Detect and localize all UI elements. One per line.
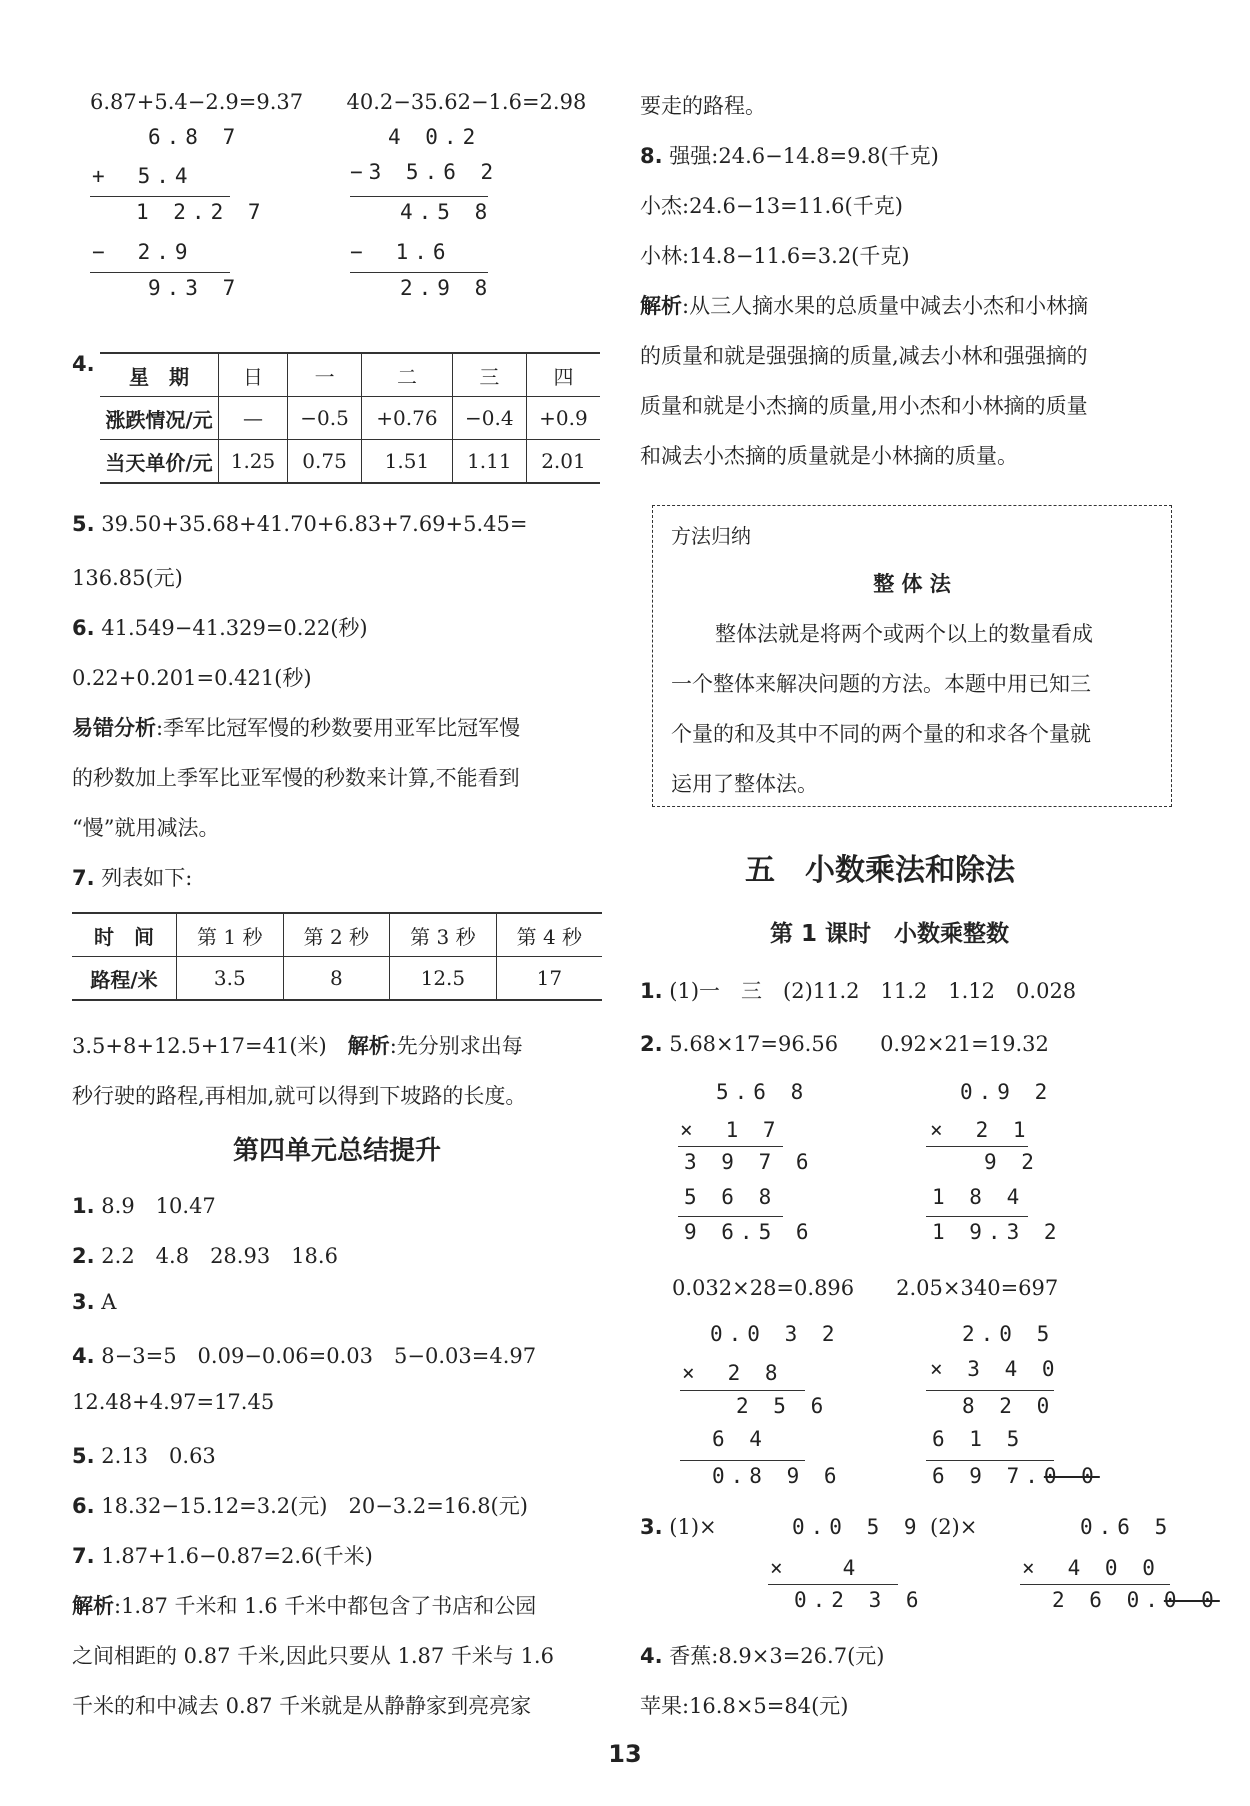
method-summary-box [652,505,1172,807]
method-box-subtitle: 整 体 法 [873,572,951,596]
error-analysis-1: 易错分析:季军比冠军慢的秒数要用亚军比冠军慢 [72,716,521,740]
r-q2: 2. 5.68×17=96.56 0.92×21=19.32 [640,1032,1049,1056]
q6-line-1: 6. 41.549−41.329=0.22(秒) [72,616,368,640]
q6-line-2: 0.22+0.201=0.421(秒) [72,666,312,690]
q5-line-1: 5. 39.50+35.68+41.70+6.83+7.69+5.45= [72,512,528,536]
summary-q2: 2. 2.2 4.8 28.93 18.6 [72,1244,338,1268]
method-box-line-1: 整体法就是将两个或两个以上的数量看成 [715,622,1093,646]
summary-q3: 3. A [72,1290,117,1314]
summary-q4: 4. 8−3=5 0.09−0.06=0.03 5−0.03=4.97 [72,1344,537,1368]
lesson-title: 第 1 课时 小数乘整数 [770,921,1010,947]
unit-five-title: 五 小数乘法和除法 [745,853,1015,888]
q8-analysis-2: 的质量和就是强强摘的质量,减去小林和强强摘的 [640,344,1088,368]
summary-q1: 1. 8.9 10.47 [72,1194,216,1218]
summary-q7-analysis-3: 千米的和中减去 0.87 千米就是从静静家到亮亮家 [72,1694,532,1718]
r-q3: 3. (1)× [640,1515,717,1539]
r-q3-part-2: (2)× [930,1515,978,1539]
method-box-line-2: 一个整体来解决问题的方法。本题中用已知三 [671,672,1091,696]
q7-solution-2: 秒行驶的路程,再相加,就可以得到下坡路的长度。 [72,1084,527,1108]
q5-line-2: 136.85(元) [72,566,183,590]
r-q2-line-2: 0.032×28=0.896 2.05×340=697 [672,1276,1059,1300]
unit-summary-title: 第四单元总结提升 [232,1136,441,1166]
equation-a: 6.87+5.4−2.9=9.37 [90,90,304,114]
q8-line-3: 小林:14.8−11.6=3.2(千克) [640,244,910,268]
error-analysis-3: “慢”就用减法。 [72,816,220,840]
q8-analysis-1: 解析:从三人摘水果的总质量中减去小杰和小林摘 [640,294,1089,318]
equation-line-1 [90,90,586,114]
q8-analysis-4: 和减去小杰摘的质量就是小林摘的质量。 [640,444,1018,468]
summary-q4-line-2: 12.48+4.97=17.45 [72,1390,275,1414]
summary-q7: 7. 1.87+1.6−0.87=2.6(千米) [72,1544,373,1568]
r-q4: 4. 香蕉:8.9×3=26.7(元) [640,1644,885,1668]
summary-q7-analysis-1: 解析:1.87 千米和 1.6 千米中都包含了书店和公园 [72,1594,537,1618]
method-box-line-3: 个量的和及其中不同的两个量的和求各个量就 [671,722,1091,746]
error-analysis-2: 的秒数加上季军比亚军慢的秒数来计算,不能看到 [72,766,520,790]
r-q1: 1. (1)一 三 (2)11.2 11.2 1.12 0.028 [640,979,1077,1003]
method-box-line-4: 运用了整体法。 [671,772,818,796]
q4-number: 4. [72,352,95,376]
r-q4-line-2: 苹果:16.8×5=84(元) [640,1694,849,1718]
equation-b: 40.2−35.62−1.6=2.98 [346,90,587,114]
continuation-line: 要走的路程。 [640,94,766,118]
summary-q5: 5. 2.13 0.63 [72,1444,216,1468]
price-table: 星 期 日 一 二 三 四 涨跌情况/元 — −0.5 +0.76 −0.4 +0.9 当天单价/元 1.25 0.75 1.51 1.11 2.01 [100,352,600,484]
q8-line-1: 8. 强强:24.6−14.8=9.8(千克) [640,144,939,168]
page-number: 13 [608,1740,642,1768]
summary-q6: 6. 18.32−15.12=3.2(元) 20−3.2=16.8(元) [72,1494,528,1518]
summary-q7-analysis-2: 之间相距的 0.87 千米,因此只要从 1.87 千米与 1.6 [72,1644,554,1668]
q7-intro: 7. 列表如下: [72,866,193,890]
q8-analysis-3: 质量和就是小杰摘的质量,用小杰和小林摘的质量 [640,394,1088,418]
q8-line-2: 小杰:24.6−13=11.6(千克) [640,194,903,218]
distance-table: 时 间 第 1 秒 第 2 秒 第 3 秒 第 4 秒 路程/米 3.5 8 12.5 17 [72,912,602,1001]
method-box-title: 方法归纳 [671,524,751,548]
q7-solution-1: 3.5+8+12.5+17=41(米) 解析:先分别求出每 [72,1034,523,1058]
